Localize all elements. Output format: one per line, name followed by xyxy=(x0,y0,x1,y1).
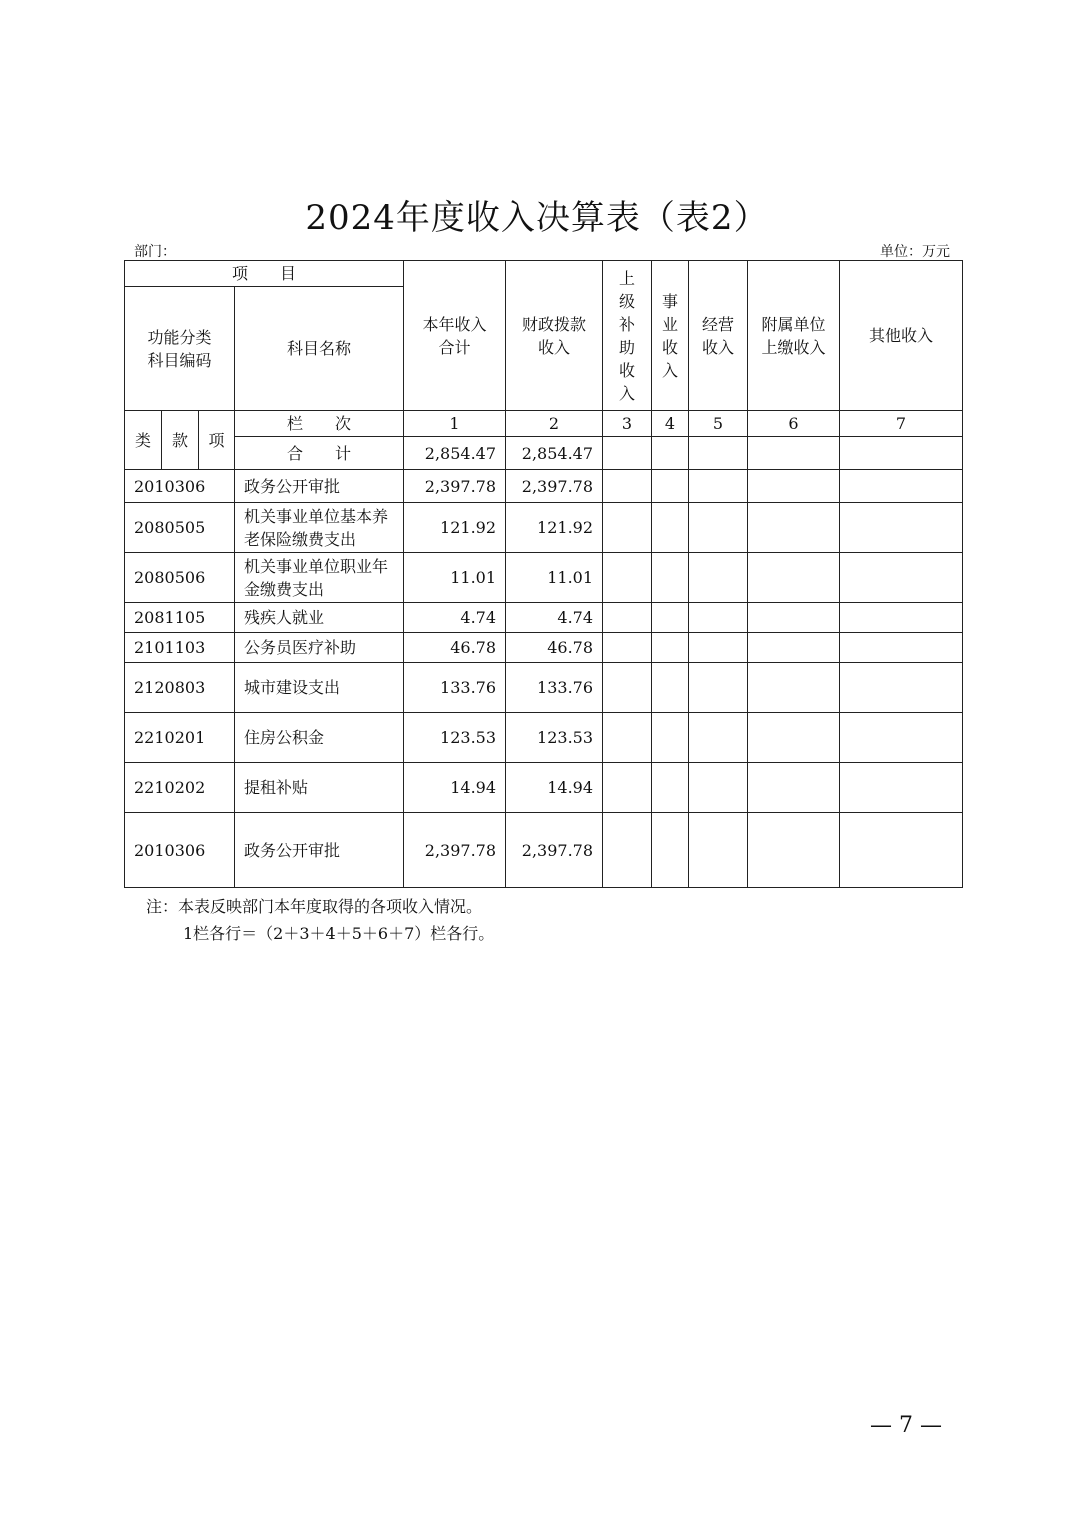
value-cell xyxy=(689,633,748,663)
value-cell: 2,397.78 xyxy=(506,813,603,888)
header-item: 项 目 xyxy=(125,261,404,287)
value-cell: 2,397.78 xyxy=(506,470,603,503)
table-row xyxy=(125,503,963,553)
value-cell xyxy=(840,503,963,553)
header-col-fiscal: 财政拨款 收入 xyxy=(506,261,603,411)
value-cell: 14.94 xyxy=(506,763,603,813)
subject-name: 提租补贴 xyxy=(235,763,404,813)
value-cell xyxy=(840,603,963,633)
value-cell xyxy=(603,813,652,888)
table-row xyxy=(125,603,963,633)
value-cell xyxy=(652,553,689,603)
value-cell xyxy=(748,813,840,888)
value-cell: 133.76 xyxy=(506,663,603,713)
col-num: 3 xyxy=(603,411,652,437)
value-cell xyxy=(748,663,840,713)
table-row xyxy=(125,470,963,503)
subject-name: 城市建设支出 xyxy=(235,663,404,713)
total-value: 2,854.47 xyxy=(506,437,603,470)
header-col-superior: 上 级 补 助 收 入 xyxy=(603,261,652,411)
header-lanci: 栏 次 xyxy=(235,411,404,437)
page-number: — 7 — xyxy=(870,1413,942,1438)
value-cell xyxy=(689,713,748,763)
table-row xyxy=(125,633,963,663)
value-cell xyxy=(603,763,652,813)
value-cell xyxy=(748,553,840,603)
value-cell xyxy=(689,553,748,603)
value-cell: 46.78 xyxy=(404,633,506,663)
subject-name: 住房公积金 xyxy=(235,713,404,763)
value-cell xyxy=(689,663,748,713)
function-code: 2010306 xyxy=(125,470,235,503)
unit-label: 单位：万元 xyxy=(880,244,950,260)
value-cell xyxy=(603,603,652,633)
value-cell: 123.53 xyxy=(506,713,603,763)
header-col-operating: 经营 收入 xyxy=(689,261,748,411)
subject-name: 公务员医疗补助 xyxy=(235,633,404,663)
table-body xyxy=(125,261,963,888)
value-cell xyxy=(748,763,840,813)
value-cell xyxy=(689,763,748,813)
value-cell xyxy=(689,813,748,888)
table-note xyxy=(146,893,494,947)
subject-name: 机关事业单位职业年金缴费支出 xyxy=(235,553,404,603)
value-cell xyxy=(652,470,689,503)
header-col-affiliated: 附属单位 上缴收入 xyxy=(748,261,840,411)
value-cell xyxy=(748,633,840,663)
header-col-other: 其他收入 xyxy=(840,261,963,411)
table-row xyxy=(125,553,963,603)
table-row xyxy=(125,763,963,813)
col-num: 2 xyxy=(506,411,603,437)
value-cell: 123.53 xyxy=(404,713,506,763)
value-cell xyxy=(748,503,840,553)
value-cell xyxy=(840,663,963,713)
col-num: 7 xyxy=(840,411,963,437)
function-code: 2081105 xyxy=(125,603,235,633)
col-num: 5 xyxy=(689,411,748,437)
value-cell: 14.94 xyxy=(404,763,506,813)
total-value xyxy=(748,437,840,470)
header-xiang: 项 xyxy=(199,411,235,470)
subject-name: 机关事业单位基本养老保险缴费支出 xyxy=(235,503,404,553)
value-cell xyxy=(840,813,963,888)
value-cell xyxy=(652,603,689,633)
header-lei: 类 xyxy=(125,411,162,470)
value-cell xyxy=(652,763,689,813)
header-kuan: 款 xyxy=(162,411,199,470)
function-code: 2080506 xyxy=(125,553,235,603)
total-value xyxy=(603,437,652,470)
function-code: 2101103 xyxy=(125,633,235,663)
value-cell xyxy=(603,553,652,603)
total-value xyxy=(652,437,689,470)
header-func-code: 功能分类 科目编码 xyxy=(125,287,235,411)
subject-name: 残疾人就业 xyxy=(235,603,404,633)
value-cell xyxy=(840,470,963,503)
col-num: 6 xyxy=(748,411,840,437)
total-value xyxy=(689,437,748,470)
value-cell xyxy=(748,713,840,763)
revenue-table xyxy=(124,260,963,888)
col-num: 4 xyxy=(652,411,689,437)
value-cell xyxy=(652,813,689,888)
value-cell: 46.78 xyxy=(506,633,603,663)
value-cell: 11.01 xyxy=(506,553,603,603)
table-row xyxy=(125,813,963,888)
table-row xyxy=(125,663,963,713)
value-cell xyxy=(689,503,748,553)
value-cell: 2,397.78 xyxy=(404,470,506,503)
total-value xyxy=(840,437,963,470)
value-cell xyxy=(840,763,963,813)
note-line-2: 1栏各行＝（2＋3＋4＋5＋6＋7）栏各行。 xyxy=(183,924,495,943)
function-code: 2080505 xyxy=(125,503,235,553)
value-cell xyxy=(603,503,652,553)
department-label: 部门： xyxy=(134,244,176,260)
value-cell xyxy=(840,553,963,603)
function-code: 2010306 xyxy=(125,813,235,888)
function-code: 2210202 xyxy=(125,763,235,813)
value-cell xyxy=(603,633,652,663)
value-cell: 2,397.78 xyxy=(404,813,506,888)
value-cell xyxy=(840,633,963,663)
header-subject-name: 科目名称 xyxy=(235,287,404,411)
function-code: 2210201 xyxy=(125,713,235,763)
value-cell xyxy=(689,603,748,633)
note-line-1: 注：本表反映部门本年度取得的各项收入情况。 xyxy=(146,897,483,916)
value-cell xyxy=(652,633,689,663)
value-cell xyxy=(603,663,652,713)
subject-name: 政务公开审批 xyxy=(235,813,404,888)
value-cell xyxy=(652,503,689,553)
value-cell: 133.76 xyxy=(404,663,506,713)
total-value: 2,854.47 xyxy=(404,437,506,470)
total-label: 合 计 xyxy=(235,437,404,470)
value-cell: 11.01 xyxy=(404,553,506,603)
value-cell xyxy=(652,713,689,763)
value-cell: 4.74 xyxy=(404,603,506,633)
value-cell: 121.92 xyxy=(404,503,506,553)
header-col-business: 事 业 收 入 xyxy=(652,261,689,411)
page-title: 2024年度收入决算表（表2） xyxy=(305,198,769,238)
subject-name: 政务公开审批 xyxy=(235,470,404,503)
value-cell xyxy=(840,713,963,763)
value-cell: 4.74 xyxy=(506,603,603,633)
table-row xyxy=(125,713,963,763)
value-cell xyxy=(603,470,652,503)
header-col-total: 本年收入 合计 xyxy=(404,261,506,411)
value-cell xyxy=(689,470,748,503)
value-cell xyxy=(748,470,840,503)
function-code: 2120803 xyxy=(125,663,235,713)
value-cell xyxy=(652,663,689,713)
value-cell: 121.92 xyxy=(506,503,603,553)
col-num: 1 xyxy=(404,411,506,437)
value-cell xyxy=(603,713,652,763)
value-cell xyxy=(748,603,840,633)
